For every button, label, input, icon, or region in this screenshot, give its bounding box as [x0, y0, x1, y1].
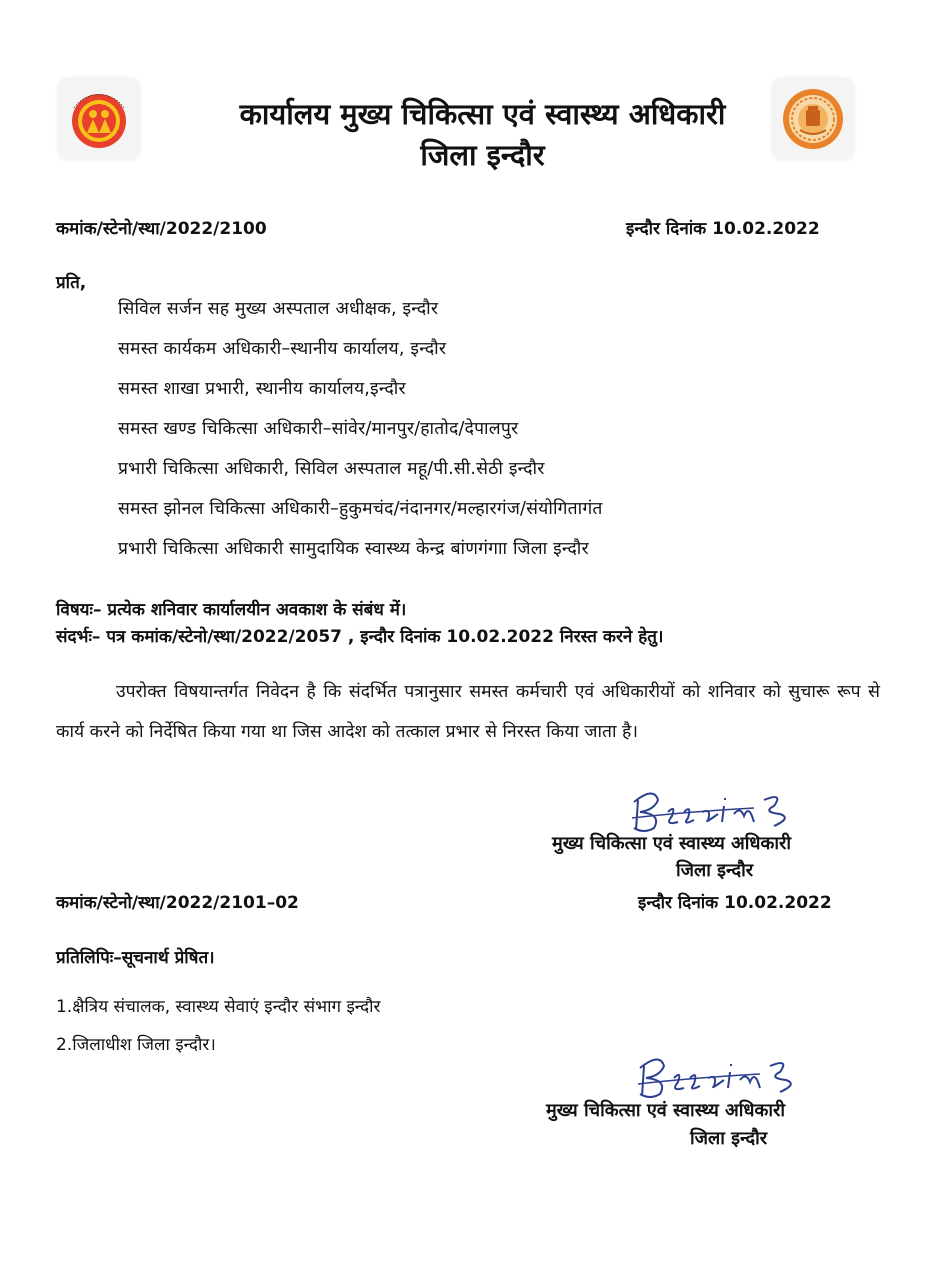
copy-order-number: कमांक/स्टेनो/स्था/2022/2101–02: [56, 893, 299, 913]
signature-mark: [624, 778, 814, 838]
signature-2-title: मुख्य चिकित्सा एवं स्वास्थ्य अधिकारी: [546, 1100, 786, 1121]
office-title: कार्यालय मुख्य चिकित्सा एवं स्वास्थ्य अधिकारी: [239, 97, 726, 131]
recipient-item: प्रभारी चिकित्सा अधिकारी सामुदायिक स्वास्थ्य केन्द्र बांणगंगाा जिला इन्दौर: [118, 539, 589, 559]
copy-to-item: 2.जिलाधीश जिला इन्दौर।: [56, 1035, 216, 1055]
reference-line: संदर्भः– पत्र कमांक/स्टेनो/स्था/2022/2057 , इन्दौर दिनांक 10.02.2022 निरस्त करने हेतु।: [56, 627, 664, 647]
copy-order-date: इन्दौर दिनांक 10.02.2022: [638, 893, 832, 913]
copy-to-item: 1.क्षैत्रिय संचालक, स्वास्थ्य सेवाएं इन्दौर संभाग इन्दौर: [56, 997, 381, 1017]
order-date: इन्दौर दिनांक 10.02.2022: [626, 219, 820, 239]
signature-1-district: जिला इन्दौर: [676, 860, 754, 881]
subject-line: विषयः– प्रत्येक शनिवार कार्यालयीन अवकाश के संबंध में।: [56, 600, 407, 620]
copy-to-label: प्रतिलिपिः–सूचनार्थ प्रेषित।: [56, 948, 215, 968]
body-paragraph: उपरोक्त विषयान्तर्गत निवेदन है कि संदर्भित पत्रानुसार समस्त कर्मचारी एवं अधिकारीयों को शनिवार को सुचारू रूप से कार्य करने को निर्देषित किया गया था जिस आदेश को तत्काल प्रभार से निरस्त किया जाता है।: [56, 682, 880, 742]
recipient-item: समस्त खण्ड चिकित्सा अधिकारी–सांवेर/मानपुर/हातोद/देपालपुर: [118, 419, 519, 439]
signature-1-title: मुख्य चिकित्सा एवं स्वास्थ्य अधिकारी: [552, 833, 792, 854]
signature-2-district: जिला इन्दौर: [690, 1128, 768, 1149]
recipient-item: समस्त झोनल चिकित्सा अधिकारी–हुकुमचंद/नंदानगर/मल्हारगंज/संयोगितागंत: [118, 499, 603, 519]
recipients-label: प्रति,: [56, 273, 87, 293]
recipient-item: सिविल सर्जन सह मुख्य अस्पताल अधीक्षक, इन्दौर: [118, 299, 439, 319]
recipient-item: समस्त कार्यकम अधिकारी–स्थानीय कार्यालय, इन्दौर: [118, 339, 447, 359]
district-title: जिला इन्दौर: [420, 138, 545, 172]
recipient-item: प्रभारी चिकित्सा अधिकारी, सिविल अस्पताल महू/पी.सी.सेठी इन्दौर: [118, 459, 545, 479]
signature-mark: [630, 1044, 820, 1104]
order-number: कमांक/स्टेनो/स्था/2022/2100: [56, 219, 267, 239]
recipient-item: समस्त शाखा प्रभारी, स्थानीय कार्यालय,इन्दौर: [118, 379, 406, 399]
